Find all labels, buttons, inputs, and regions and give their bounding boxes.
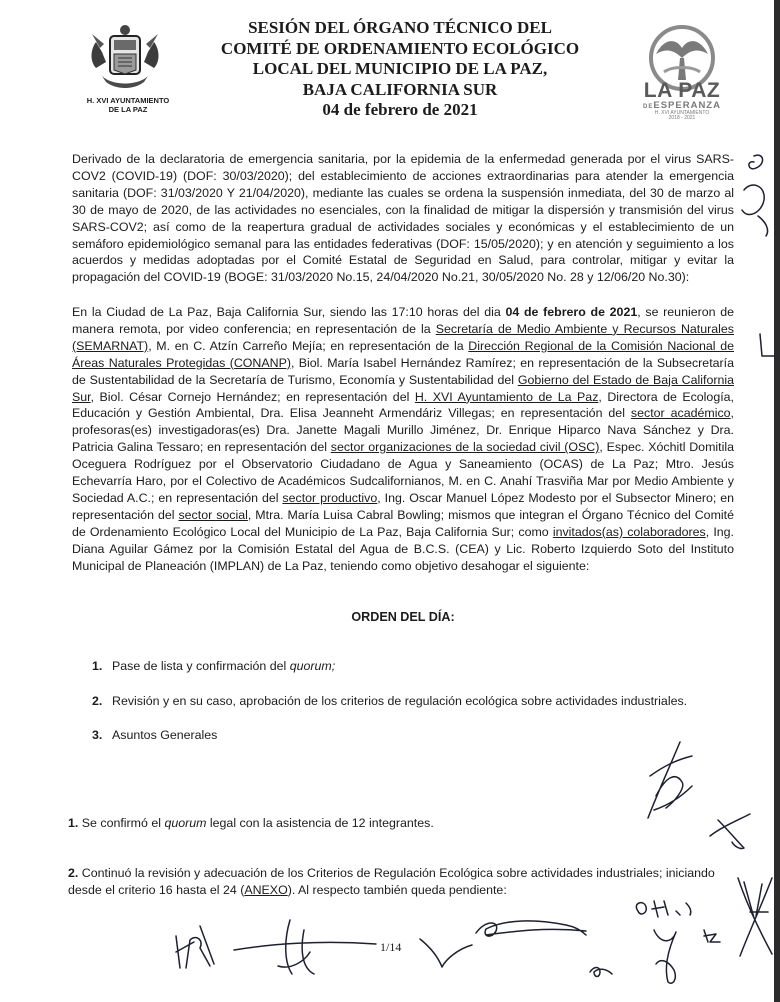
initials-signature bbox=[630, 895, 700, 925]
conanp-link: Dirección Regional de la Comisión Nacional de Áreas Naturales Protegidas (CONANP) bbox=[72, 338, 734, 370]
semarnat-link: Secretaría de Medio Ambiente y Recursos Naturales (SEMARNAT) bbox=[72, 321, 734, 353]
agenda-item: 3. Asuntos Generales bbox=[92, 728, 218, 742]
point-2: 2. Continuó la revisión y adecuación de los Criterios de Regulación Ecológica sobre actividades industriales; iniciando desde el criterio 16 hasta el 24 (ANEXO). Al respecto también queda pendiente: bbox=[68, 866, 715, 897]
la-paz-logo-text bbox=[640, 80, 724, 121]
seal-caption-line1: H. XVI AYUNTAMIENTO bbox=[86, 96, 170, 105]
point-1: 1. Se confirmó el quorum legal con la asistencia de 12 integrantes. bbox=[68, 816, 434, 830]
signature bbox=[586, 962, 616, 982]
sector-social-link: sector social bbox=[178, 507, 248, 522]
initials-signature bbox=[700, 926, 724, 946]
margin-initial-signature bbox=[736, 150, 776, 240]
sector-productivo-link: sector productivo bbox=[282, 490, 378, 505]
sector-academico-link: sector académico bbox=[630, 406, 731, 421]
signature bbox=[636, 736, 706, 826]
signature bbox=[732, 872, 780, 962]
signature bbox=[700, 806, 760, 852]
seal-caption bbox=[78, 96, 178, 114]
logo-tagline: DEESPERANZA bbox=[643, 100, 721, 111]
signature bbox=[416, 905, 596, 975]
agenda-item: 2. Revisión y en su caso, aprobación de los criterios de regulación ecológica sobre actividades industriales. bbox=[92, 694, 688, 708]
session-date-bold: 04 de febrero de 2021 bbox=[505, 305, 638, 319]
title-line: COMITÉ DE ORDENAMIENTO ECOLÓGICO bbox=[220, 38, 580, 58]
signature bbox=[230, 910, 380, 980]
sector-osc-link: sector organizaciones de la sociedad civil (OSC) bbox=[330, 440, 600, 455]
title-line: LOCAL DEL MUNICIPIO DE LA PAZ, bbox=[252, 59, 548, 78]
seal-caption-line2: DE LA PAZ bbox=[108, 105, 148, 114]
signature bbox=[646, 924, 686, 990]
title-line: BAJA CALIFORNIA SUR bbox=[302, 79, 498, 99]
ayuntamiento-link: H. XVI Ayuntamiento de La Paz bbox=[414, 389, 599, 404]
document-title bbox=[200, 18, 600, 121]
title-line: SESIÓN DEL ÓRGANO TÉCNICO DEL bbox=[248, 18, 552, 37]
municipal-seal-icon bbox=[88, 22, 162, 94]
agenda-item: 1. Pase de lista y confirmación del quorum; bbox=[92, 659, 336, 673]
signature bbox=[170, 916, 220, 976]
invitados-link: invitados(as) colaboradores bbox=[552, 524, 706, 539]
margin-initial-signature bbox=[754, 330, 778, 364]
logo-name: LA PAZ bbox=[643, 79, 721, 102]
anexo-link[interactable]: ANEXO bbox=[244, 883, 288, 897]
page-number: 1/14 bbox=[380, 940, 402, 954]
intro-paragraph: Derivado de la declaratoria de emergencia sanitaria, por la epidemia de la enfermedad generada por el virus SARS-COV2 (COVID-19) (DOF: 30/03/2020); del establecimiento de acciones extraordinarias para atender la emergencia sanitaria (DOF: 31/03/2020 Y 21/04/2020), mediante las cuales se ordena la suspensión inmediata, del 30 de marzo al 30 de mayo de 2020, de las actividades no esenciales, con la finalidad de mitigar la dispersión y transmisión del virus SARS-COV2; así como de la reapertura gradual de actividades sociales y económicas y el establecimiento de un semáforo epidemiológico semanal para las entidades federativas (DOF: 15/05/2020); y en atención y seguimiento a los acuerdos y medidas adoptadas por el Comité Estatal de Seguridad en Salud, para controlar, mitigar y evitar la propagación del COVID-19 (BOGE: 31/03/2020 No.15, 24/04/2020 No.21, 30/05/2020 No. 28 y 12/06/20 No.30): bbox=[72, 152, 734, 285]
attendance-paragraph: En la Ciudad de La Paz, Baja California Sur, siendo las 17:10 horas del dia 04 de febrero de 2021, se reunieron de manera remota, por video conferencia; en representación de la Secretaría de Medio Ambiente y Recursos Naturales (SEMARNAT), M. en C. Atzín Carreño Mejía; en representación de la Dirección Regional de la Comisión Nacional de Áreas Naturales Protegidas (CONANP), Biol. María Isabel Hernández Ramírez; en representación de la Subsecretaría de Sustentabilidad de la Secretaría de Turismo, Economía y Sustentabilidad del Gobierno del Estado de Baja California Sur, Biol. César Cornejo Hernández; en representación del H. XVI Ayuntamiento de La Paz, Directora de Ecología, Educación y Gestión Ambiental, Dra. Elisa Jeanneht Armendáriz Villegas; en representación del sector académico, profesoras(es) investigadoras(es) Dra. Janette Magali Murillo Jiménez, Dr. Enrique Hiparco Nava Sánchez y Dra. Patricia Galina Tessaro; en representación del sector organizaciones de la sociedad civil (OSC), Espec. Xóchitl Domitila Oceguera Rodríguez por el Observatorio Ciudadano de Agua y Saneamiento (OCAS) de La Paz; Mtro. Jesús Echevarría Haro, por el Colectivo de Académicos Sudcalifornianos, M. en C. Anahí Trasviña Mar por Medio Ambiente y Sociedad A.C.; en representación del sector productivo, Ing. Oscar Manuel López Modesto por el Subsector Minero; en representación del sector social, Mtra. María Luisa Cabral Bowling; mismos que integran el Órgano Técnico del Comité de Ordenamiento Ecológico Local del Municipio de La Paz, Baja California Sur; como invitados(as) colaboradores, Ing. Diana Aguilar Gámez por la Comisión Estatal del Agua de B.C.S. (CEA) y Lic. Roberto Izquierdo Soto del Instituto Municipal de Planeación (IMPLAN) de La Paz, teniendo como objetivo desahogar el siguiente: bbox=[72, 305, 735, 573]
gobierno-bcs-link: Gobierno del Estado de Baja California Sur bbox=[72, 372, 735, 404]
session-date: 04 de febrero de 2021 bbox=[322, 100, 478, 119]
agenda-title: ORDEN DEL DÍA: bbox=[351, 610, 455, 624]
logo-subline: H. XVI AYUNTAMIENTO bbox=[654, 109, 710, 116]
logo-years: 2018 - 2021 bbox=[668, 114, 696, 121]
